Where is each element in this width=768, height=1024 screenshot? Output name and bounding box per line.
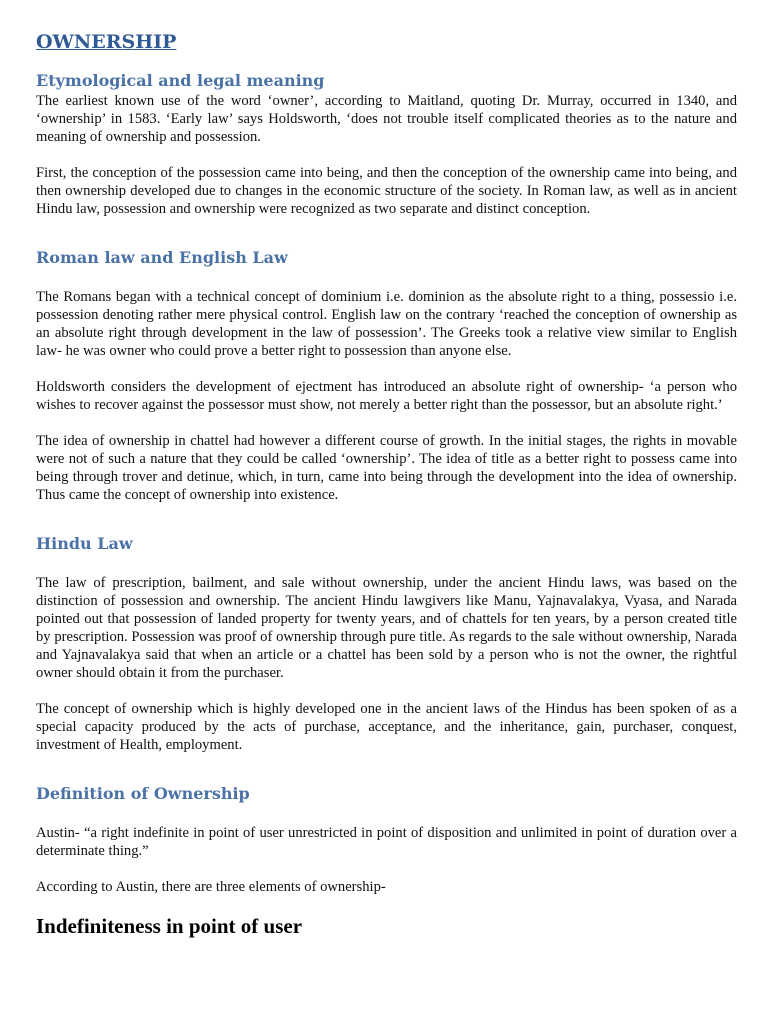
document-page [36, 28, 737, 940]
document-title: OWNERSHIP [36, 31, 177, 53]
paragraph: According to Austin, there are three elements of ownership- [36, 879, 386, 895]
paragraph: Holdsworth considers the development of ejectment has introduced an absolute right of ownership- ‘a person who wishes to recover against the possessor must show, not merely a better right than the possessor, but an absolute right.’ [36, 379, 737, 413]
paragraph: The concept of ownership which is highly developed one in the ancient laws of the Hindus has been spoken of as a special capacity produced by the acts of purchase, acceptance, and the inheritance, gain, purchaser, conquest, investment of Health, employment. [36, 701, 737, 753]
paragraph: Austin- “a right indefinite in point of user unrestricted in point of disposition and unlimited in point of duration over a determinate thing.” [36, 825, 737, 859]
paragraph: The Romans began with a technical concept of dominium i.e. dominion as the absolute right to a thing, possessio i.e. possession denoting rather mere physical control. English law on the contrary ‘reached the conception of ownership as an absolute right through development in the law of possession’. The Greeks took a relative view similar to English law- he was owner who could prove a better right to possession than anyone else. [36, 289, 737, 359]
section-heading-hindu-law: Hindu Law [36, 534, 133, 553]
paragraph: The idea of ownership in chattel had however a different course of growth. In the initial stages, the rights in movable were not of such a nature that they could be called ‘ownership’. The idea of title as a better right to possess came into being through trover and detinue, which, in turn, came into being through the development into the idea of ownership. Thus came the concept of ownership into existence. [36, 433, 737, 503]
paragraph: The earliest known use of the word ‘owner’, according to Maitland, quoting Dr. Murray, occurred in 1340, and ‘ownership’ in 1583. ‘Early law’ says Holdsworth, ‘does not trouble itself complicated theories as to the nature and meaning of ownership and possession. [36, 93, 737, 145]
paragraph: First, the conception of the possession came into being, and then the conception of the ownership came into being, and then ownership developed due to changes in the economic structure of the society. In Roman law, as well as in ancient Hindu law, possession and ownership were recognized as two separate and distinct conception. [36, 165, 737, 217]
section-heading-definition-of-ownership: Definition of Ownership [36, 784, 250, 803]
section-heading-roman-english-law: Roman law and English Law [36, 248, 288, 267]
paragraph: The law of prescription, bailment, and sale without ownership, under the ancient Hindu laws, was based on the distinction of possession and ownership. The ancient Hindu lawgivers like Manu, Yajnavalakya, Vyasa, and Narada pointed out that possession of landed property for twenty years, and of chattels for ten years, by a person created title by prescription. Possession was proof of ownership through pure title. As regards to the sale without ownership, Narada and Yajnavalakya said that when an article or a chattel has been sold by a person who is not the owner, the rightful owner should obtain it from the purchaser. [36, 575, 737, 681]
subheading-indefiniteness: Indefiniteness in point of user [36, 914, 303, 938]
section-heading-etymological: Etymological and legal meaning [36, 71, 325, 90]
